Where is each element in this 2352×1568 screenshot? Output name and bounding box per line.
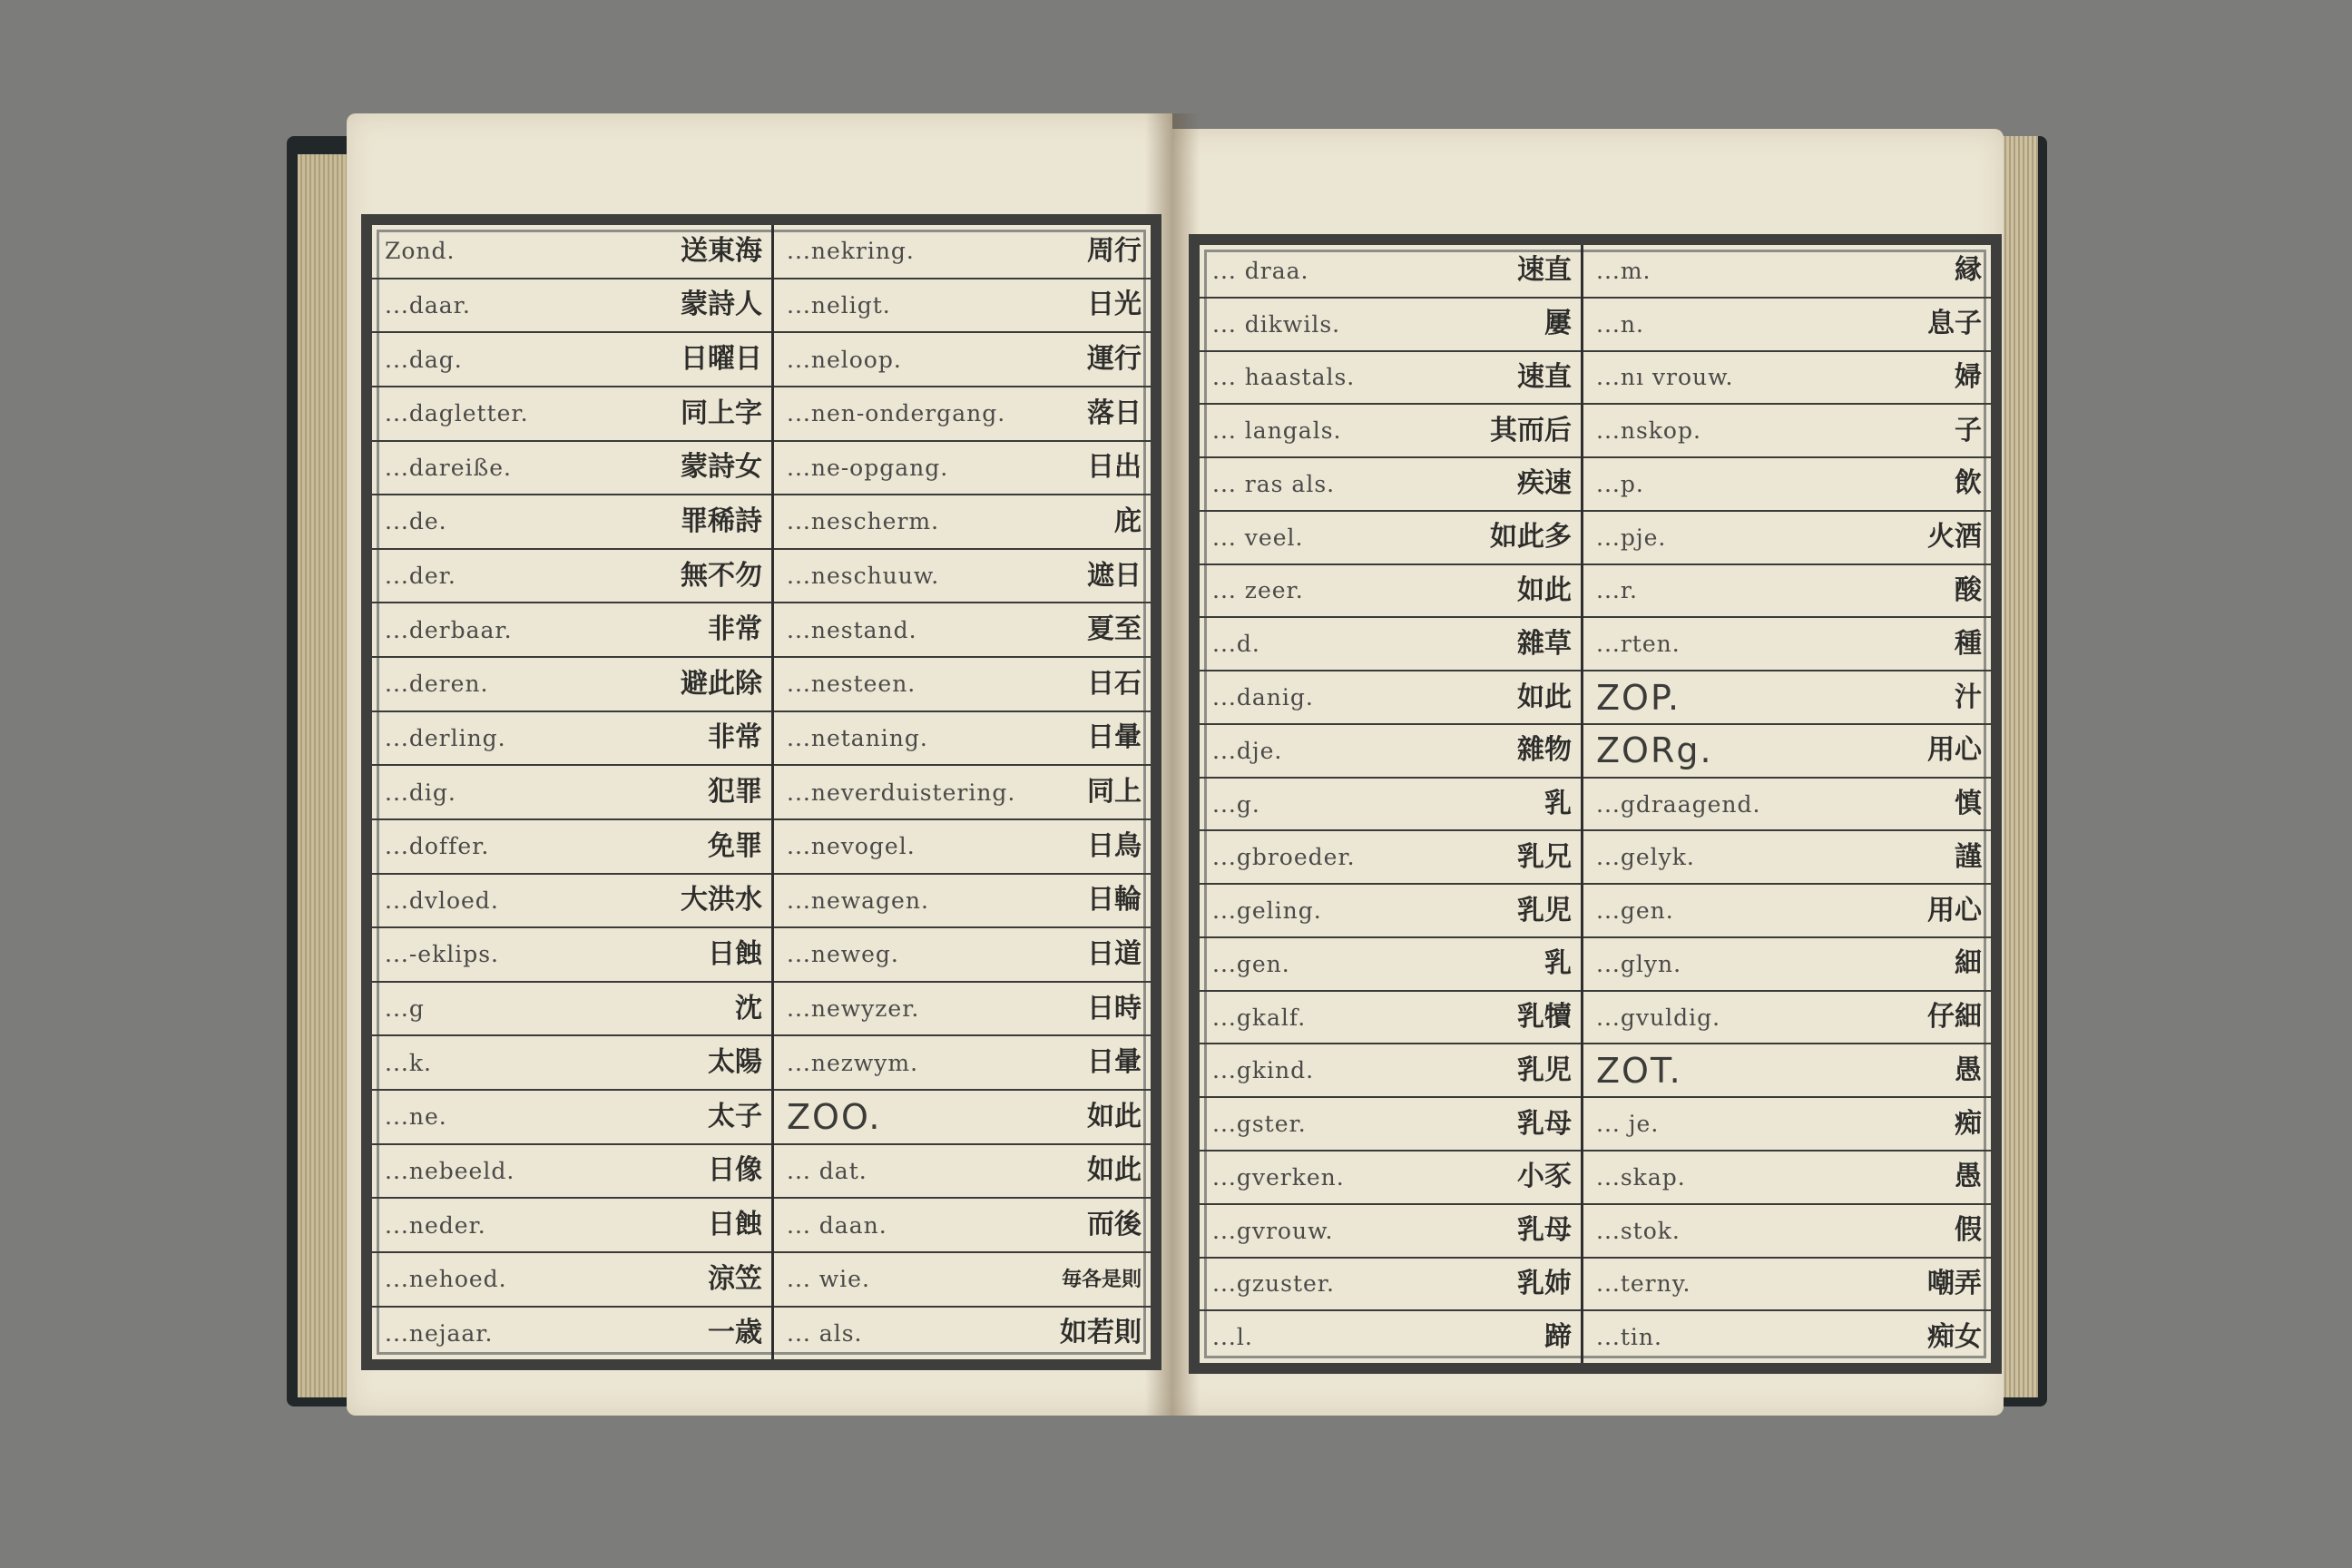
- right-page-table: [1189, 234, 2002, 1374]
- entry-word: ...nı vrouw.: [1596, 364, 1734, 391]
- entry-gloss: 小豕: [1517, 1161, 1572, 1193]
- entry-gloss: 遮日: [1087, 559, 1142, 592]
- entry-gloss: 涼笠: [708, 1262, 762, 1295]
- entry-word: ...n.: [1596, 310, 1644, 338]
- dictionary-entry: [774, 550, 1151, 604]
- dictionary-entry: [372, 820, 771, 875]
- entry-word: ...dagletter.: [385, 400, 529, 427]
- dictionary-entry: [1200, 671, 1581, 725]
- entry-gloss: 日蝕: [708, 937, 762, 970]
- headword: ZOP.: [1596, 677, 1681, 718]
- entry-gloss: 蹄: [1544, 1320, 1572, 1353]
- entry-gloss: 息子: [1927, 308, 1982, 340]
- entry-word: ... haastals.: [1212, 364, 1356, 391]
- entry-gloss: 送東海: [681, 234, 762, 267]
- dictionary-entry: [774, 1308, 1151, 1360]
- entry-gloss: 太陽: [708, 1046, 762, 1079]
- entry-gloss: 避此除: [681, 667, 762, 700]
- entry-word: ...danig.: [1212, 684, 1314, 710]
- dictionary-entry: [372, 658, 771, 712]
- dictionary-entry: [1200, 1044, 1581, 1098]
- entry-word: ...d.: [1212, 631, 1260, 658]
- entry-word: ... veel.: [1212, 524, 1304, 551]
- entry-word: ...skap.: [1596, 1163, 1686, 1191]
- entry-word: ...daar.: [385, 291, 471, 318]
- dictionary-entry: [774, 442, 1151, 496]
- entry-word: ...derbaar.: [385, 616, 513, 643]
- dictionary-entry: [372, 1145, 771, 1200]
- entry-gloss: 乳兄: [1517, 840, 1572, 873]
- entry-word: ...nen-ondergang.: [787, 400, 1006, 427]
- entry-gloss: 乳: [1544, 788, 1572, 820]
- dictionary-entry: [1200, 565, 1581, 619]
- entry-gloss: 雜草: [1517, 627, 1572, 660]
- entry-gloss: 太子: [708, 1100, 762, 1132]
- entry-word: ...newagen.: [787, 887, 929, 914]
- entry-word: ...nehoed.: [385, 1266, 507, 1293]
- entry-gloss: 屢: [1544, 308, 1572, 340]
- entry-word: ...gen.: [1596, 897, 1674, 925]
- dictionary-entry: [1583, 512, 1991, 565]
- entry-gloss: 非常: [708, 613, 762, 646]
- entry-word: ...deren.: [385, 671, 489, 698]
- dictionary-entry: [1200, 885, 1581, 938]
- page-edges-left: [298, 154, 352, 1397]
- entry-word: ...dvloed.: [385, 887, 499, 914]
- entry-gloss: 慎: [1955, 788, 1982, 820]
- entry-word: ...neder.: [385, 1211, 486, 1239]
- entry-word: ...gvrouw.: [1212, 1217, 1334, 1244]
- entry-word: ...gbroeder.: [1212, 844, 1356, 871]
- dictionary-entry: [372, 333, 771, 387]
- dictionary-entry: [774, 1091, 1151, 1145]
- entry-word: ...neschuuw.: [787, 563, 940, 590]
- entry-gloss: 乳犢: [1517, 1001, 1572, 1034]
- dictionary-entry: [774, 1145, 1151, 1200]
- dictionary-entry: [1200, 938, 1581, 992]
- entry-gloss: 如此: [1087, 1154, 1142, 1187]
- dictionary-entry: [1583, 1205, 1991, 1259]
- entry-word: ...ne-opgang.: [787, 454, 949, 481]
- entry-gloss: 夏至: [1087, 613, 1142, 646]
- entry-word: ... wie.: [787, 1266, 870, 1293]
- entry-word: ...dig.: [385, 779, 456, 806]
- entry-word: ...gkind.: [1212, 1057, 1315, 1084]
- entry-gloss: 如此多: [1490, 521, 1572, 554]
- entry-word: ...pje.: [1596, 524, 1667, 551]
- entry-gloss: 疾速: [1517, 467, 1572, 500]
- headword: ZORg.: [1596, 730, 1713, 771]
- entry-gloss: 日暈: [1087, 721, 1142, 754]
- dictionary-entry: [1583, 1152, 1991, 1205]
- entry-word: ... draa.: [1212, 257, 1309, 284]
- left-column-1: [372, 225, 774, 1359]
- dictionary-entry: [1583, 938, 1991, 992]
- entry-gloss: 如此: [1517, 573, 1572, 606]
- entry-gloss: 乳母: [1517, 1214, 1572, 1247]
- entry-word: ...gzuster.: [1212, 1270, 1335, 1298]
- dictionary-entry: [1583, 1098, 1991, 1152]
- entry-word: ...g: [385, 995, 425, 1023]
- entry-gloss: 嘲弄: [1927, 1267, 1982, 1299]
- entry-word: ...nevogel.: [787, 833, 916, 860]
- entry-gloss: 如此: [1517, 681, 1572, 713]
- dictionary-entry: [1200, 299, 1581, 352]
- dictionary-entry: [1583, 779, 1991, 832]
- dictionary-entry: [1200, 245, 1581, 299]
- entry-word: ...nescherm.: [787, 508, 940, 535]
- dictionary-entry: [372, 1199, 771, 1253]
- entry-word: ...stok.: [1596, 1217, 1681, 1244]
- entry-word: ...ne.: [385, 1103, 447, 1131]
- dictionary-entry: [372, 1036, 771, 1091]
- entry-gloss: 痴女: [1927, 1320, 1982, 1353]
- entry-gloss: 痴: [1955, 1107, 1982, 1140]
- right-column-2: [1583, 245, 1991, 1363]
- entry-gloss: 如此: [1087, 1100, 1142, 1132]
- dictionary-entry: [1583, 352, 1991, 406]
- left-page-table: [361, 214, 1161, 1370]
- entry-word: ...nskop.: [1596, 417, 1701, 445]
- entry-gloss: 酸: [1955, 573, 1982, 606]
- entry-word: ...r.: [1596, 577, 1638, 604]
- entry-gloss: 免罪: [708, 829, 762, 862]
- entry-gloss: 雜物: [1517, 734, 1572, 767]
- entry-word: ...-eklips.: [385, 941, 500, 968]
- entry-gloss: 庇: [1114, 505, 1142, 537]
- entry-gloss: 乳姉: [1517, 1267, 1572, 1299]
- entry-gloss: 犯罪: [708, 776, 762, 808]
- entry-word: ...nekring.: [787, 238, 915, 265]
- dictionary-entry: [372, 279, 771, 334]
- dictionary-entry: [1583, 458, 1991, 512]
- dictionary-entry: [1200, 352, 1581, 406]
- entry-gloss: 日光: [1087, 289, 1142, 321]
- entry-gloss: 婦: [1955, 360, 1982, 393]
- dictionary-entry: [372, 225, 771, 279]
- entry-gloss: 謹: [1955, 840, 1982, 873]
- entry-word: ...doffer.: [385, 833, 490, 860]
- entry-word: ... ras als.: [1212, 470, 1336, 497]
- entry-gloss: 愚: [1955, 1161, 1982, 1193]
- entry-gloss: 而後: [1087, 1209, 1142, 1241]
- entry-word: ...nebeeld.: [385, 1157, 515, 1184]
- entry-word: ...tin.: [1596, 1324, 1662, 1351]
- entry-gloss: 日鳥: [1087, 829, 1142, 862]
- dictionary-entry: [372, 387, 771, 442]
- entry-gloss: 日石: [1087, 667, 1142, 700]
- entry-word: ...gvuldig.: [1596, 1004, 1721, 1031]
- dictionary-entry: [1583, 831, 1991, 885]
- entry-word: ...neligt.: [787, 291, 891, 318]
- left-column-2: [774, 225, 1151, 1359]
- entry-word: ...dje.: [1212, 737, 1283, 764]
- entry-gloss: 罪稀詩: [681, 505, 762, 537]
- entry-word: ...rten.: [1596, 631, 1681, 658]
- entry-gloss: 日時: [1087, 992, 1142, 1024]
- entry-gloss: 用心: [1927, 734, 1982, 767]
- entry-word: ...derling.: [385, 724, 506, 751]
- dictionary-entry: [1200, 405, 1581, 458]
- dictionary-entry: [774, 983, 1151, 1037]
- entry-word: ...de.: [385, 508, 447, 535]
- entry-word: ...gkalf.: [1212, 1004, 1307, 1031]
- dictionary-entry: [774, 603, 1151, 658]
- dictionary-entry: [1200, 725, 1581, 779]
- entry-gloss: 運行: [1087, 343, 1142, 376]
- dictionary-entry: [1583, 405, 1991, 458]
- dictionary-entry: [372, 766, 771, 820]
- entry-word: ...neverduistering.: [787, 779, 1016, 806]
- entry-word: ...gster.: [1212, 1111, 1307, 1138]
- entry-word: ...l.: [1212, 1324, 1253, 1351]
- dictionary-entry: [372, 1253, 771, 1308]
- dictionary-entry: [774, 387, 1151, 442]
- dictionary-entry: [1583, 885, 1991, 938]
- entry-gloss: 其而后: [1490, 414, 1572, 446]
- entry-gloss: 日道: [1087, 937, 1142, 970]
- dictionary-entry: [1583, 618, 1991, 671]
- entry-gloss: 用心: [1927, 894, 1982, 926]
- dictionary-entry: [774, 1199, 1151, 1253]
- entry-gloss: 速直: [1517, 360, 1572, 393]
- dictionary-entry: [774, 712, 1151, 767]
- entry-gloss: 縁: [1955, 254, 1982, 287]
- dictionary-entry: [1583, 245, 1991, 299]
- dictionary-entry: [1200, 992, 1581, 1045]
- entry-word: ...netaning.: [787, 724, 928, 751]
- dictionary-entry: [372, 1091, 771, 1145]
- dictionary-entry: [774, 875, 1151, 929]
- dictionary-entry: [1583, 1311, 1991, 1363]
- entry-gloss: 仔細: [1927, 1001, 1982, 1034]
- entry-gloss: 乳児: [1517, 1054, 1572, 1086]
- dictionary-entry: [774, 1036, 1151, 1091]
- entry-gloss: 乳: [1544, 947, 1572, 980]
- entry-word: ...gverken.: [1212, 1163, 1345, 1191]
- dictionary-entry: [1583, 565, 1991, 619]
- entry-gloss: 日出: [1087, 451, 1142, 484]
- dictionary-entry: [1200, 1205, 1581, 1259]
- entry-gloss: 毎各是則: [1061, 1267, 1142, 1291]
- dictionary-entry: [774, 333, 1151, 387]
- dictionary-entry: [372, 712, 771, 767]
- entry-gloss: 日輪: [1087, 884, 1142, 916]
- entry-gloss: 日暈: [1087, 1046, 1142, 1079]
- entry-word: ...dag.: [385, 346, 463, 373]
- entry-gloss: 如若則: [1060, 1317, 1142, 1349]
- entry-gloss: 無不勿: [681, 559, 762, 592]
- dictionary-entry: [1200, 512, 1581, 565]
- dictionary-entry: [372, 495, 771, 550]
- entry-gloss: 種: [1955, 627, 1982, 660]
- dictionary-entry: [774, 820, 1151, 875]
- dictionary-entry: [1583, 1044, 1991, 1098]
- entry-gloss: 蒙詩女: [681, 451, 762, 484]
- entry-gloss: 速直: [1517, 254, 1572, 287]
- entry-gloss: 愚: [1955, 1054, 1982, 1086]
- dictionary-entry: [1583, 671, 1991, 725]
- dictionary-entry: [1583, 299, 1991, 352]
- entry-word: ...nesteen.: [787, 671, 916, 698]
- dictionary-entry: [774, 225, 1151, 279]
- entry-word: ...g.: [1212, 790, 1260, 818]
- entry-gloss: 日像: [708, 1154, 762, 1187]
- headword: ZOO.: [787, 1096, 882, 1137]
- entry-gloss: 乳児: [1517, 894, 1572, 926]
- entry-word: ... als.: [787, 1319, 863, 1347]
- entry-word: ...newyzer.: [787, 995, 920, 1023]
- dictionary-entry: [372, 875, 771, 929]
- entry-word: ...neloop.: [787, 346, 902, 373]
- entry-gloss: 假: [1955, 1214, 1982, 1247]
- dictionary-entry: [1583, 992, 1991, 1045]
- entry-gloss: 日曜日: [681, 343, 762, 376]
- entry-gloss: 落日: [1087, 397, 1142, 429]
- dictionary-entry: [774, 279, 1151, 334]
- entry-word: ... dikwils.: [1212, 310, 1341, 338]
- dictionary-entry: [774, 928, 1151, 983]
- dictionary-entry: [372, 442, 771, 496]
- entry-word: ... je.: [1596, 1111, 1660, 1138]
- dictionary-entry: [774, 766, 1151, 820]
- entry-word: ... langals.: [1212, 417, 1342, 445]
- dictionary-entry: [1200, 618, 1581, 671]
- entry-word: ...k.: [385, 1049, 432, 1076]
- entry-word: ... dat.: [787, 1157, 867, 1184]
- dictionary-entry: [1200, 1259, 1581, 1312]
- entry-gloss: 火酒: [1927, 521, 1982, 554]
- dictionary-entry: [1200, 1311, 1581, 1363]
- dictionary-entry: [1583, 725, 1991, 779]
- entry-word: ... daan.: [787, 1211, 887, 1239]
- dictionary-entry: [372, 550, 771, 604]
- dictionary-entry: [1583, 1259, 1991, 1312]
- entry-word: ...dareiße.: [385, 454, 512, 481]
- entry-word: ...gelyk.: [1596, 844, 1695, 871]
- dictionary-entry: [372, 603, 771, 658]
- dictionary-entry: [1200, 1152, 1581, 1205]
- dictionary-entry: [372, 983, 771, 1037]
- entry-word: ...m.: [1596, 257, 1651, 284]
- entry-word: ...nejaar.: [385, 1319, 494, 1347]
- entry-gloss: 一歳: [708, 1317, 762, 1349]
- dictionary-entry: [1200, 1098, 1581, 1152]
- entry-word: ...glyn.: [1596, 950, 1682, 977]
- entry-word: ...gen.: [1212, 950, 1290, 977]
- dictionary-entry: [774, 1253, 1151, 1308]
- entry-word: ...neweg.: [787, 941, 899, 968]
- entry-gloss: 乳母: [1517, 1107, 1572, 1140]
- entry-word: ...geling.: [1212, 897, 1322, 925]
- entry-word: ...gdraagend.: [1596, 790, 1761, 818]
- dictionary-entry: [774, 658, 1151, 712]
- entry-gloss: 子: [1955, 414, 1982, 446]
- entry-gloss: 蒙詩人: [681, 289, 762, 321]
- entry-gloss: 沈: [735, 992, 762, 1024]
- entry-gloss: 周行: [1087, 234, 1142, 267]
- entry-word: ...nezwym.: [787, 1049, 919, 1076]
- entry-word: ...terny.: [1596, 1270, 1691, 1298]
- dictionary-entry: [774, 495, 1151, 550]
- entry-gloss: 飲: [1955, 467, 1982, 500]
- entry-gloss: 同上: [1087, 776, 1142, 808]
- entry-word: ...p.: [1596, 470, 1644, 497]
- dictionary-entry: [1200, 458, 1581, 512]
- entry-word: Zond.: [385, 238, 456, 265]
- right-column-1: [1200, 245, 1583, 1363]
- dictionary-entry: [372, 928, 771, 983]
- entry-gloss: 大洪水: [681, 884, 762, 916]
- dictionary-entry: [372, 1308, 771, 1360]
- entry-gloss: 細: [1955, 947, 1982, 980]
- entry-gloss: 同上字: [681, 397, 762, 429]
- entry-gloss: 汁: [1955, 681, 1982, 713]
- entry-word: ...nestand.: [787, 616, 917, 643]
- entry-word: ...der.: [385, 563, 456, 590]
- dictionary-entry: [1200, 779, 1581, 832]
- entry-gloss: 日蝕: [708, 1209, 762, 1241]
- entry-word: ... zeer.: [1212, 577, 1304, 604]
- dictionary-entry: [1200, 831, 1581, 885]
- headword: ZOT.: [1596, 1050, 1682, 1091]
- entry-gloss: 非常: [708, 721, 762, 754]
